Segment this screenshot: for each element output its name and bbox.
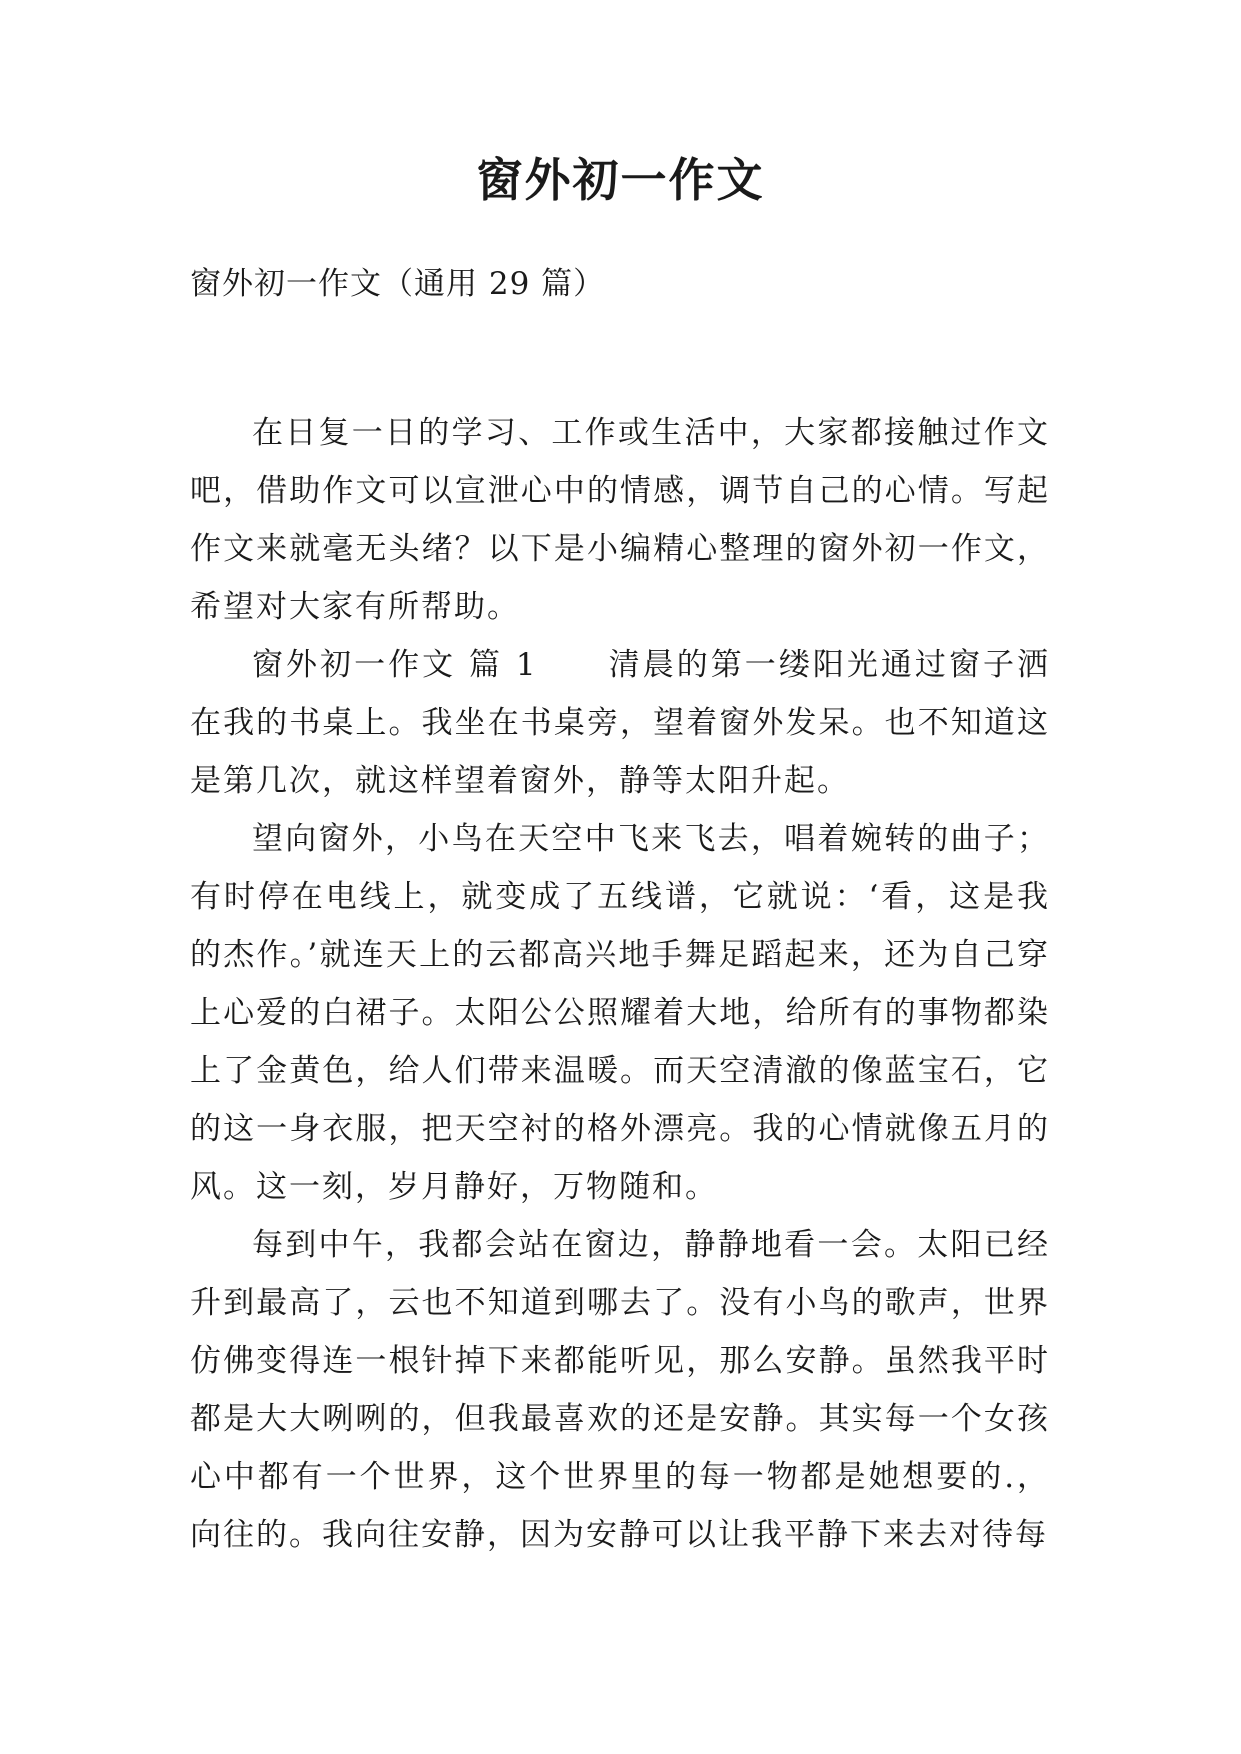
section-text: 清晨的第一缕阳光通过窗子洒在我的书桌上。我坐在书桌旁，望着窗外发呆。也不知道这是第几次，就这样望着窗外，静等太阳升起。 [190,647,1051,799]
body-paragraph-3: 每到中午，我都会站在窗边，静静地看一会。太阳已经升到最高了，云也不知道到哪去了。没有小鸟的歌声，世界仿佛变得连一根针掉下来都能听见，那么安静。虽然我平时都是大大咧咧的，但我最喜欢的还是安静。其实每一个女孩心中都有一个世界，这个世界里的每一物都是她想要的.，向往的。我向往安静，因为安静可以让我平静下来去对待每 [190,1227,1050,1553]
document-body [190,404,1050,1564]
section-heading: 窗外初一作文 篇 1 [252,647,538,683]
document-title: 窗外初一作文 [476,153,765,207]
body-paragraph-2: 望向窗外，小鸟在天空中飞来飞去，唱着婉转的曲子；有时停在电线上，就变成了五线谱，它就说：‘看，这是我的杰作。’就连天上的云都高兴地手舞足蹈起来，还为自己穿上心爱的白裙子。太阳公公照耀着大地，给所有的事物都染上了金黄色，给人们带来温暖。而天空清澈的像蓝宝石，它的这一身衣服，把天空衬的格外漂亮。我的心情就像五月的风。这一刻，岁月静好，万物随和。 [190,821,1050,1205]
document-subtitle: 窗外初一作文（通用 29 篇） [190,266,606,302]
intro-paragraph: 在日复一日的学习、工作或生活中，大家都接触过作文吧，借助作文可以宣泄心中的情感，调节自己的心情。写起作文来就毫无头绪？以下是小编精心整理的窗外初一作文，希望对大家有所帮助。 [190,415,1050,625]
section-paragraph-1 [190,636,1050,810]
